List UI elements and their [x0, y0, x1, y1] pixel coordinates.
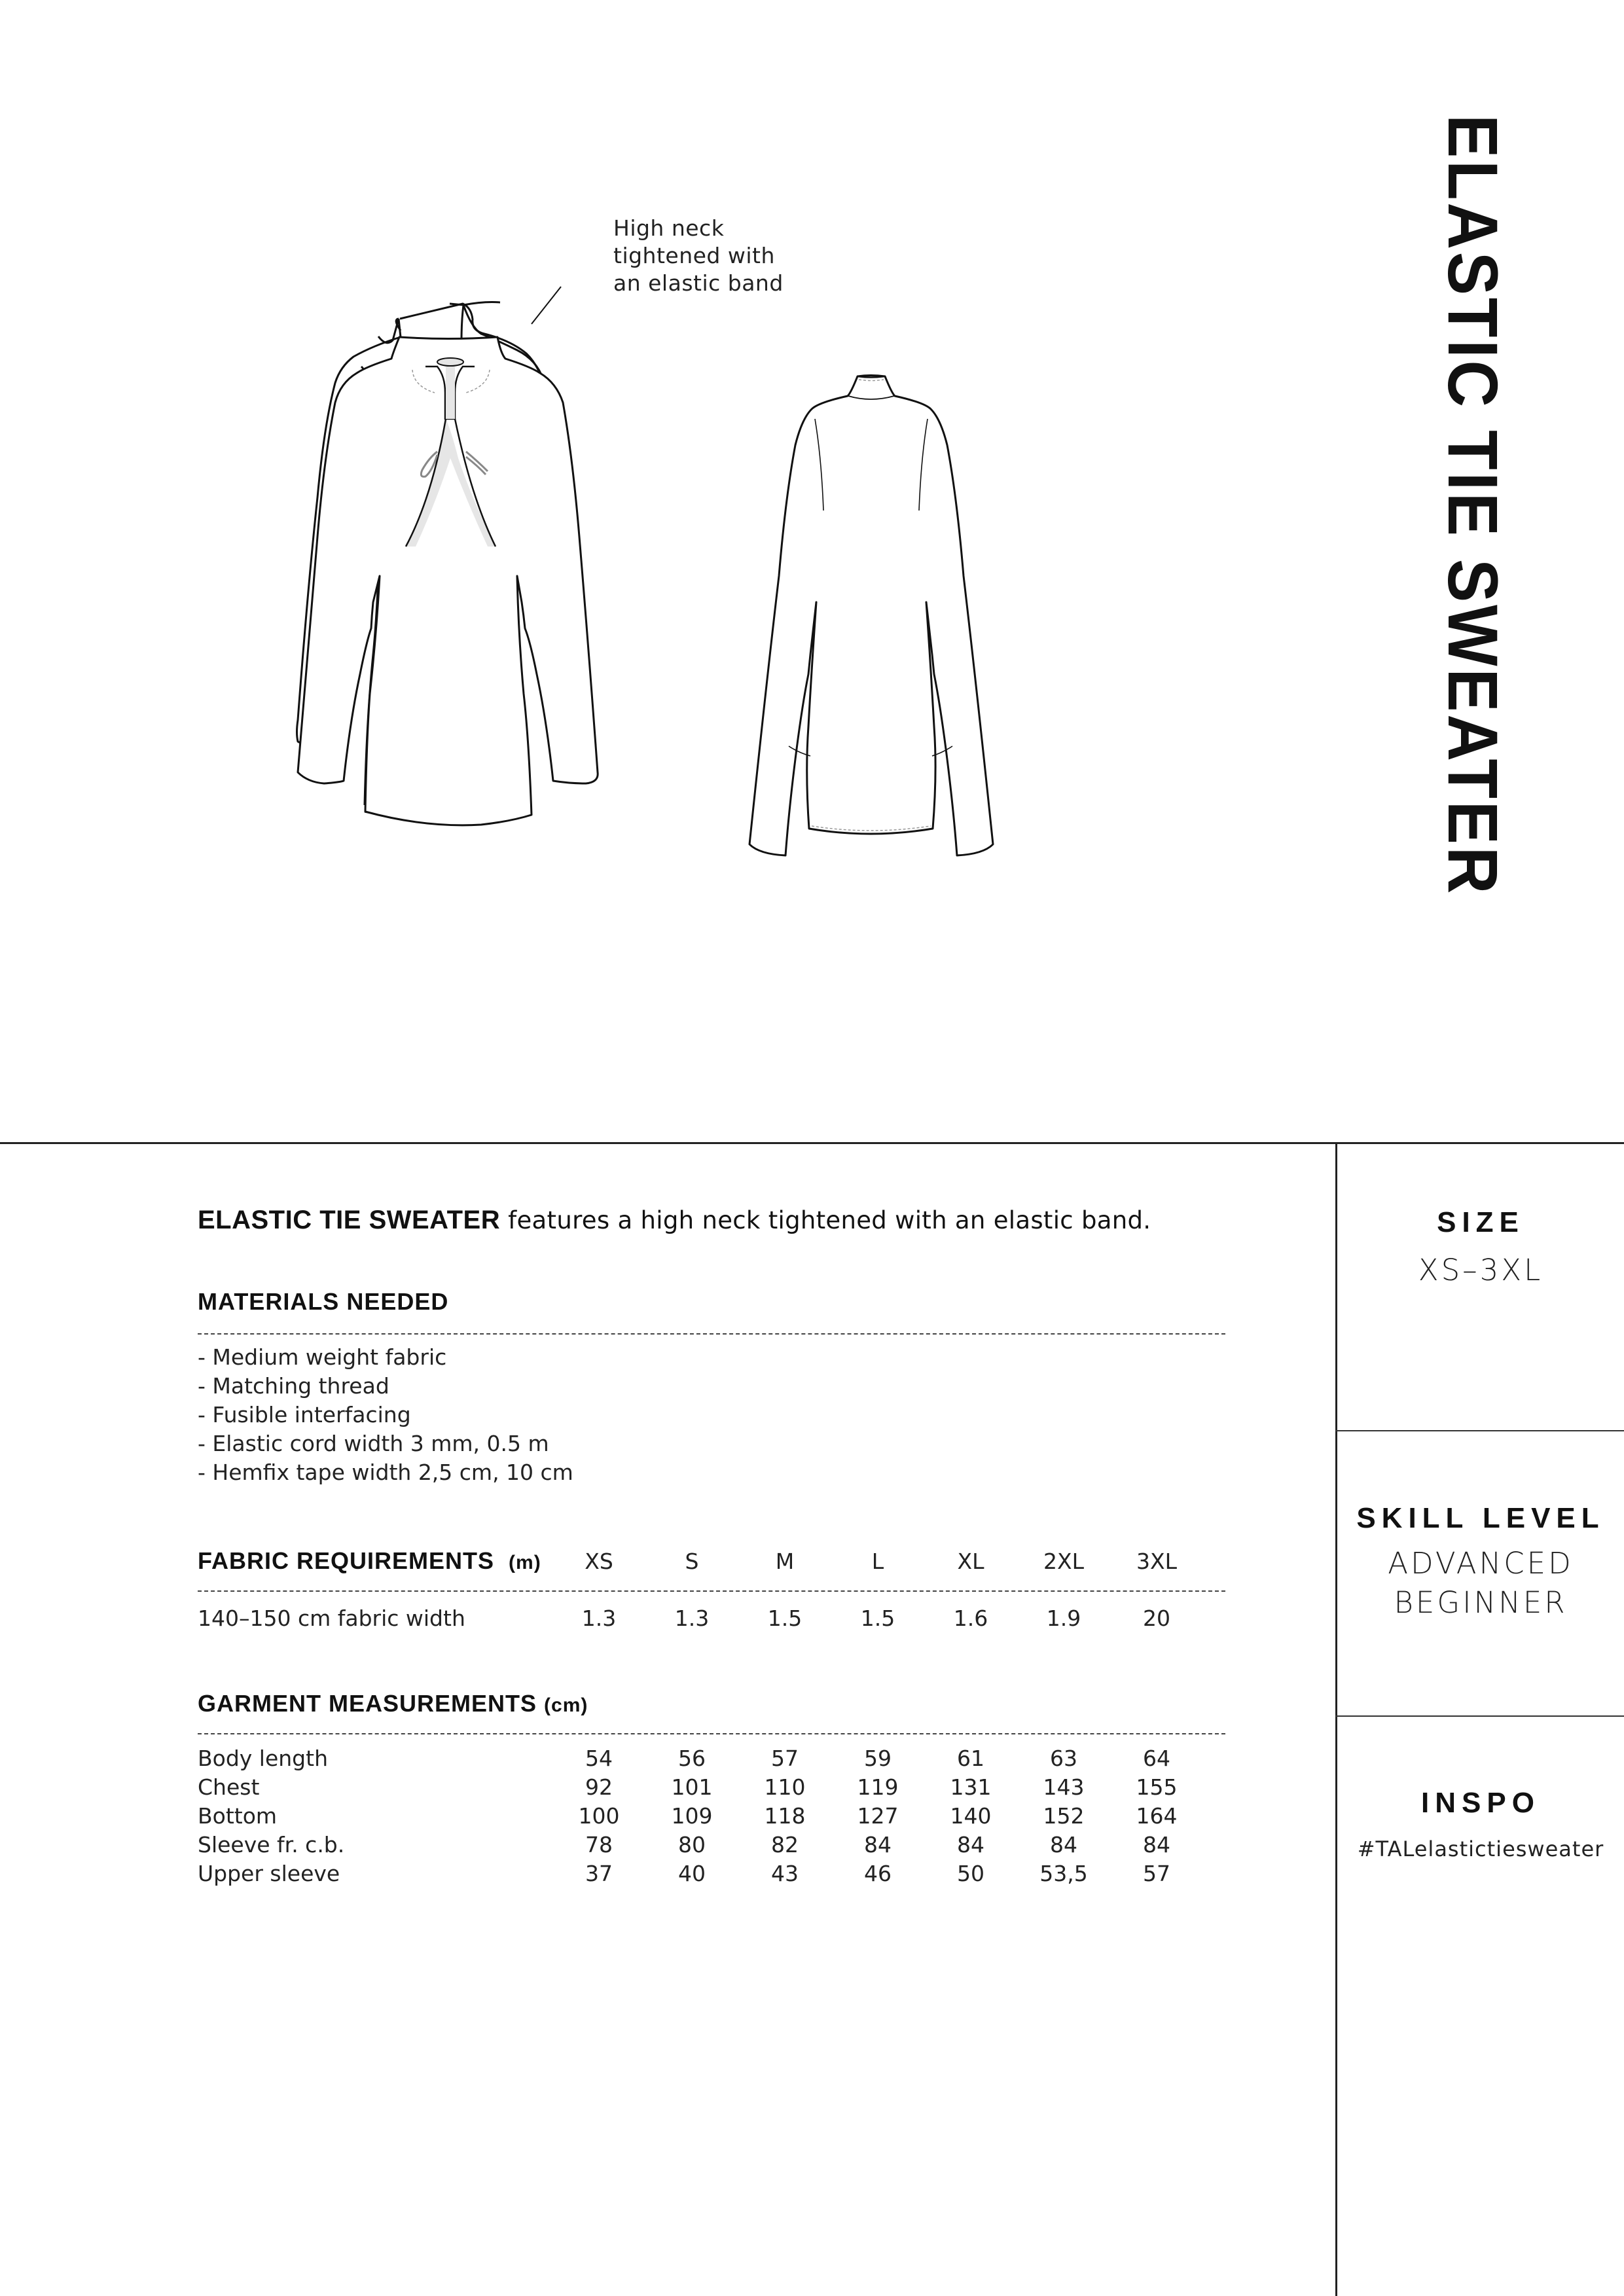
size-header: S	[685, 1549, 699, 1574]
material-item: - Hemfix tape width 2,5 cm, 10 cm	[198, 1460, 573, 1485]
size-header: 2XL	[1043, 1549, 1084, 1574]
measurement-label: Bottom	[198, 1803, 278, 1829]
fabric-value: 1.5	[860, 1605, 895, 1631]
measurement-row	[0, 1803, 1335, 1836]
measurement-value: 50	[957, 1861, 984, 1886]
measurement-value: 57	[1143, 1861, 1170, 1886]
measurement-value: 46	[864, 1861, 892, 1886]
size-header: XS	[585, 1549, 613, 1574]
measurement-value: 61	[957, 1746, 984, 1771]
measurement-value: 59	[864, 1746, 892, 1771]
skill-level-label: SKILL LEVEL	[1356, 1502, 1605, 1534]
measurement-value: 78	[585, 1832, 613, 1857]
garment-measurements-heading	[198, 1690, 588, 1717]
measurement-row	[0, 1774, 1335, 1807]
fabric-heading-text: FABRIC REQUIREMENTS	[198, 1547, 495, 1574]
neck-annotation	[613, 215, 784, 297]
measurement-value: 57	[771, 1746, 799, 1771]
measurement-value: 84	[1143, 1832, 1170, 1857]
fabric-row	[0, 1605, 1335, 1638]
measurement-value: 100	[578, 1803, 620, 1829]
material-item: - Medium weight fabric	[198, 1344, 447, 1370]
sidebar-divider-2	[1335, 1715, 1624, 1717]
fabric-value: 1.6	[953, 1605, 988, 1631]
measurement-value: 92	[585, 1774, 613, 1800]
annotation-line-1: High neck	[613, 215, 725, 241]
measurement-value: 127	[857, 1803, 899, 1829]
inspo-label: INSPO	[1421, 1787, 1540, 1819]
skill-level-info	[1337, 1502, 1624, 1623]
measurement-row	[0, 1832, 1335, 1865]
material-item: - Matching thread	[198, 1373, 389, 1399]
measurement-value: 82	[771, 1832, 799, 1857]
fabric-unit: (m)	[509, 1552, 541, 1573]
fabric-value: 1.3	[581, 1605, 617, 1631]
measurement-value: 64	[1143, 1746, 1170, 1771]
sidebar-divider-1	[1335, 1430, 1624, 1431]
inspo-info	[1337, 1787, 1624, 1861]
materials-list	[198, 1343, 573, 1487]
size-value: XS–3XL	[1418, 1253, 1543, 1287]
materials-divider	[198, 1333, 1225, 1335]
skill-level-value-1: ADVANCED	[1388, 1546, 1574, 1581]
measurement-value: 56	[678, 1746, 706, 1771]
size-header: XL	[957, 1549, 984, 1574]
fabric-value: 20	[1143, 1605, 1170, 1631]
skill-level-value-2: BEGINNER	[1394, 1585, 1568, 1620]
vertical-title	[1434, 115, 1513, 1018]
intro-product-name: ELASTIC TIE SWEATER	[198, 1206, 501, 1234]
measurement-value: 80	[678, 1832, 706, 1857]
fabric-row-label: 140–150 cm fabric width	[198, 1605, 465, 1631]
measurement-value: 155	[1136, 1774, 1178, 1800]
size-header: M	[775, 1549, 795, 1574]
measurement-value: 119	[857, 1774, 899, 1800]
annotation-line-3: an elastic band	[613, 270, 784, 296]
measurement-label: Upper sleeve	[198, 1861, 340, 1886]
fabric-value: 1.3	[674, 1605, 710, 1631]
measurement-value: 118	[764, 1803, 806, 1829]
vertical-title-text: ELASTIC TIE SWEATER	[1434, 115, 1513, 897]
measurement-value: 143	[1043, 1774, 1085, 1800]
garment-unit: (cm)	[544, 1695, 588, 1716]
size-header: L	[871, 1549, 884, 1574]
fabric-value: 1.9	[1046, 1605, 1081, 1631]
measurement-value: 131	[950, 1774, 992, 1800]
measurement-value: 101	[671, 1774, 713, 1800]
intro-text	[198, 1206, 1151, 1235]
measurement-value: 54	[585, 1746, 613, 1771]
measurement-value: 140	[950, 1803, 992, 1829]
garment-heading-text: GARMENT MEASUREMENTS	[198, 1690, 537, 1717]
measurement-value: 110	[764, 1774, 806, 1800]
measurement-value: 152	[1043, 1803, 1085, 1829]
measurement-value: 43	[771, 1861, 799, 1886]
size-info	[1337, 1206, 1624, 1290]
measurement-value: 164	[1136, 1803, 1178, 1829]
garment-divider	[198, 1733, 1225, 1734]
back-sweater	[749, 376, 993, 856]
measurement-value: 84	[864, 1832, 892, 1857]
size-header-row	[0, 1549, 1335, 1581]
materials-heading: MATERIALS NEEDED	[198, 1288, 449, 1315]
annotation-line-2: tightened with	[613, 243, 775, 268]
measurement-value: 37	[585, 1861, 613, 1886]
measurement-label: Chest	[198, 1774, 260, 1800]
measurement-row	[0, 1861, 1335, 1893]
measurement-value: 109	[671, 1803, 713, 1829]
intro-description: features a high neck tightened with an elastic band.	[500, 1206, 1151, 1234]
measurement-label: Body length	[198, 1746, 328, 1771]
section-divider-vertical	[1335, 1142, 1337, 2296]
inspo-hashtag: #TALelastictiesweater	[1357, 1837, 1604, 1861]
fabric-divider	[198, 1590, 1225, 1592]
material-item: - Fusible interfacing	[198, 1402, 411, 1427]
measurement-row	[0, 1746, 1335, 1778]
section-divider-horizontal	[0, 1142, 1624, 1144]
measurement-value: 40	[678, 1861, 706, 1886]
size-header: 3XL	[1136, 1549, 1177, 1574]
measurement-value: 53,5	[1039, 1861, 1088, 1886]
size-label: SIZE	[1437, 1206, 1525, 1238]
fabric-value: 1.5	[767, 1605, 803, 1631]
measurement-value: 84	[957, 1832, 984, 1857]
measurement-value: 84	[1050, 1832, 1077, 1857]
garment-flat-drawings	[281, 196, 1231, 903]
measurement-value: 63	[1050, 1746, 1077, 1771]
material-item: - Elastic cord width 3 mm, 0.5 m	[198, 1431, 549, 1456]
measurement-label: Sleeve fr. c.b.	[198, 1832, 345, 1857]
